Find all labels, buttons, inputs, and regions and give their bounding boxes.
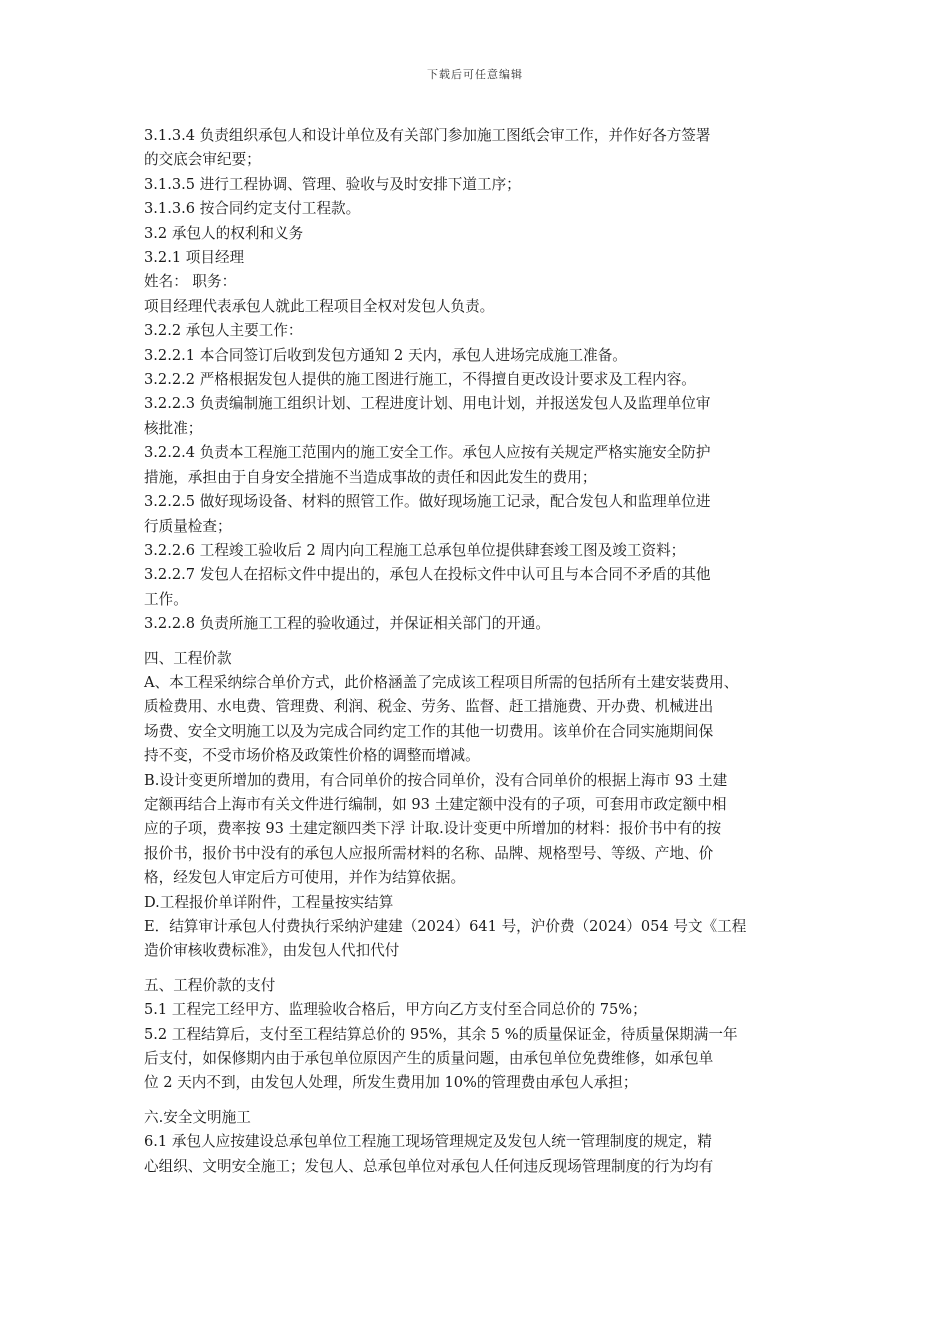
text-line: D.工程报价单详附件，工程量按实结算	[144, 893, 394, 911]
text-line: 四、工程价款	[144, 649, 232, 667]
text-line: E．结算审计承包人付费执行采纳沪建建（2024）641 号，沪价费（2024）054 号文《工程	[144, 918, 747, 935]
text-line: 质检费用、水电费、管理费、利润、税金、劳务、监督、赶工措施费、开办费、机械进出	[144, 698, 714, 716]
text-line: 五、工程价款的支付	[144, 976, 276, 994]
text-line: 3.2.1 项目经理	[144, 249, 245, 267]
text-line: 3.2.2.8 负责所施工工程的验收通过，并保证相关部门的开通。	[144, 615, 550, 633]
text-line: 5.2 工程结算后，支付至工程结算总价的 95%，其余 5 %的质量保证金，待质量保期满一年	[144, 1025, 738, 1043]
text-line: 核批准；	[144, 419, 203, 437]
text-line: 项目经理代表承包人就此工程项目全权对发包人负责。	[144, 297, 495, 315]
text-line: 3.1.3.6 按合同约定支付工程款。	[144, 200, 361, 218]
text-line: 5.1 工程完工经甲方、监理验收合格后，甲方向乙方支付至合同总价的 75%；	[144, 1001, 647, 1019]
text-line: 3.2.2.6 工程竣工验收后 2 周内向工程施工总承包单位提供肆套竣工图及竣工资料；	[144, 541, 686, 559]
text-line: 工作。	[144, 590, 188, 608]
text-line: 3.2.2.3 负责编制施工组织计划、工程进度计划、用电计划，并报送发包人及监理单位审	[144, 395, 711, 413]
text-line: 造价审核收费标准》，由发包人代扣代付	[144, 942, 400, 960]
paragraph-gap	[144, 964, 812, 974]
text-line: 3.2.2.4 负责本工程施工范围内的施工安全工作。承包人应按有关规定严格实施安全防护	[144, 444, 711, 462]
text-line: 的交底会审纪要；	[144, 151, 261, 169]
text-line: 格，经发包人审定后方可使用，并作为结算依据。	[144, 869, 466, 887]
text-line: 报价书，报价书中没有的承包人应报所需材料的名称、品牌、规格型号、等级、产地、价	[144, 844, 714, 862]
paragraph-gap	[144, 637, 812, 647]
text-line: 3.2.2 承包人主要工作：	[144, 322, 303, 340]
text-line: 3.2.2.5 做好现场设备、材料的照管工作。做好现场施工记录，配合发包人和监理单位进	[144, 493, 711, 511]
text-line: 行质量检查；	[144, 517, 232, 535]
text-line: 姓名： 职务：	[144, 273, 237, 291]
text-line: B.设计变更所增加的费用，有合同单价的按合同单价，没有合同单价的根据上海市 93 土建	[144, 771, 728, 789]
text-line: 措施，承担由于自身安全措施不当造成事故的责任和因此发生的费用；	[144, 468, 597, 486]
text-line: 场费、安全文明施工以及为完成合同约定工作的其他一切费用。该单价在合同实施期间保	[144, 722, 714, 740]
text-line: 位 2 天内不到，由发包人处理，所发生费用加 10%的管理费由承包人承担；	[144, 1074, 638, 1092]
text-line: 3.2 承包人的权利和义务	[144, 224, 304, 242]
text-line: 六.安全文明施工	[144, 1108, 251, 1126]
text-line: 3.2.2.1 本合同签订后收到发包方通知 2 天内，承包人进场完成施工准备。	[144, 346, 627, 364]
paragraph-gap	[144, 1096, 812, 1106]
text-line: 心组织、文明安全施工；发包人、总承包单位对承包人任何违反现场管理制度的行为均有	[144, 1157, 714, 1175]
document-body	[144, 124, 812, 1179]
text-line: 3.2.2.7 发包人在招标文件中提出的，承包人在投标文件中认可且与本合同不矛盾的其他	[144, 566, 711, 584]
text-line: 3.2.2.2 严格根据发包人提供的施工图进行施工，不得擅自更改设计要求及工程内容。	[144, 371, 696, 389]
page-header: 下载后可任意编辑	[427, 68, 523, 81]
text-line: 后支付，如保修期内由于承包单位原因产生的质量问题，由承包单位免费维修，如承包单	[144, 1050, 714, 1068]
text-line: 定额再结合上海市有关文件进行编制，如 93 土建定额中没有的子项，可套用市政定额中相	[144, 795, 727, 813]
text-line: 应的子项，费率按 93 土建定额四类下浮 计取.设计变更中所增加的材料：报价书中有的按	[144, 820, 722, 838]
text-line: 6.1 承包人应按建设总承包单位工程施工现场管理规定及发包人统一管理制度的规定，精	[144, 1133, 712, 1151]
text-line: 持不变，不受市场价格及政策性价格的调整而增减。	[144, 747, 480, 765]
text-line: A、本工程采纳综合单价方式，此价格涵盖了完成该工程项目所需的包括所有土建安装费用、	[144, 673, 739, 691]
text-line: 3.1.3.5 进行工程协调、管理、验收与及时安排下道工序；	[144, 175, 521, 193]
text-line: 3.1.3.4 负责组织承包人和设计单位及有关部门参加施工图纸会审工作，并作好各方签署	[144, 127, 711, 144]
